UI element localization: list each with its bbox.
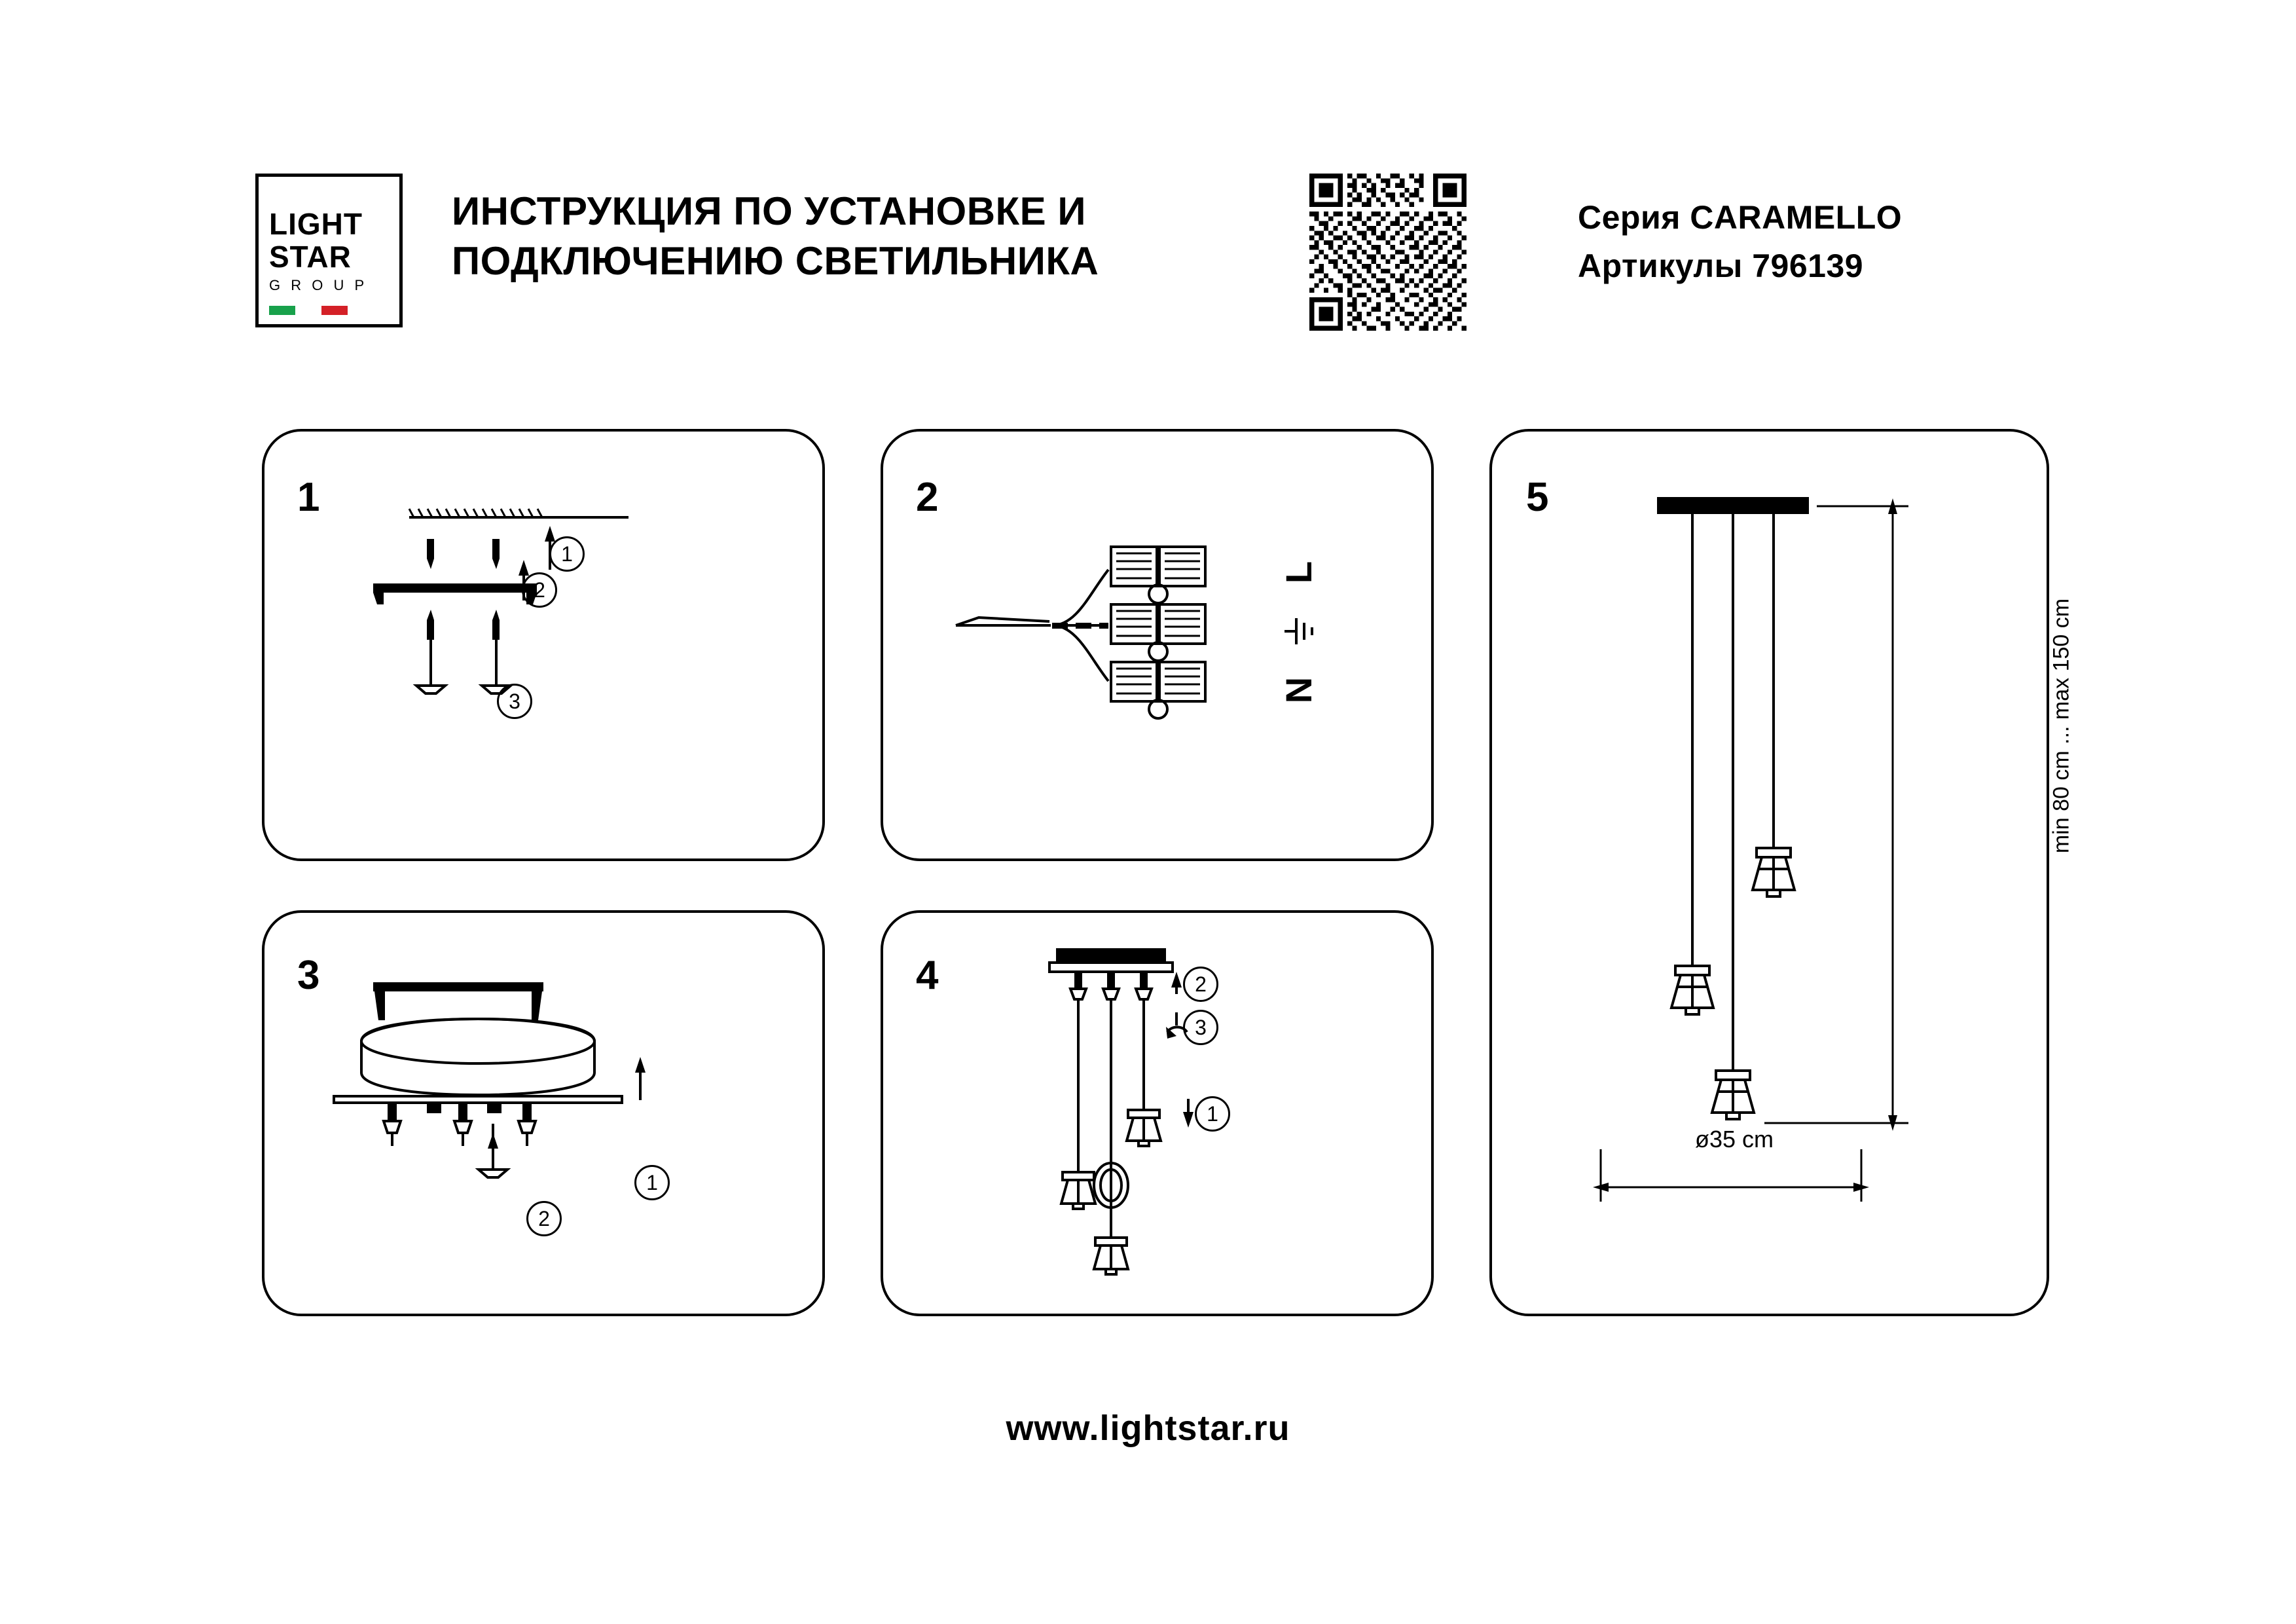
step-5-illustration [1489, 429, 2049, 1316]
page-title-line-1: ИНСТРУКЦИЯ ПО УСТАНОВКЕ И [452, 189, 1086, 233]
step-1-illustration [262, 429, 825, 861]
italian-flag-icon [269, 306, 348, 315]
step-number-3: 3 [297, 953, 320, 998]
callout-4-1: 1 [1195, 1096, 1230, 1132]
step-number-2: 2 [916, 475, 939, 520]
callout-4-3: 3 [1183, 1010, 1218, 1045]
step-3-illustration [262, 910, 825, 1316]
step-number-5: 5 [1526, 475, 1549, 520]
terminal-label-N: N [1278, 676, 1319, 704]
step-4-illustration [881, 910, 1434, 1316]
logo-group-text: G R O U P [269, 276, 368, 293]
logo-line-2: STAR [269, 239, 352, 274]
callout-4-2: 2 [1183, 967, 1218, 1002]
header [255, 167, 2049, 337]
step-panel-4 [881, 910, 1434, 1316]
callout-3-1: 1 [634, 1165, 670, 1200]
step-number-4: 4 [916, 953, 939, 998]
callout-3-2: 2 [526, 1201, 562, 1236]
step-panel-3 [262, 910, 825, 1316]
height-dimension-label: min 80 cm ... max 150 cm [2049, 598, 2074, 854]
diameter-dimension-label: ø35 cm [1694, 1126, 1774, 1153]
terminal-label-L: L [1278, 561, 1319, 584]
page-title-line-2: ПОДКЛЮЧЕНИЮ СВЕТИЛЬНИКА [452, 239, 1099, 283]
qr-code-icon [1309, 174, 1467, 331]
page-title [452, 187, 1270, 286]
callout-1-1: 1 [549, 536, 585, 572]
brand-logo [255, 174, 403, 327]
article-label: Артикулы 796139 [1578, 248, 1864, 284]
step-number-1: 1 [297, 475, 320, 520]
product-info [1578, 193, 2049, 290]
series-label: Серия CARAMELLO [1578, 199, 1903, 236]
callout-1-2: 2 [522, 572, 557, 608]
step-panel-1 [262, 429, 825, 861]
step-panel-2 [881, 429, 1434, 861]
callout-1-3: 3 [497, 684, 532, 719]
website-footer: www.lightstar.ru [1006, 1409, 1290, 1448]
step-2-illustration [881, 429, 1434, 861]
earth-ground-icon [1273, 605, 1325, 657]
step-panel-5 [1489, 429, 2074, 1316]
logo-line-1: LIGHT [269, 206, 363, 241]
